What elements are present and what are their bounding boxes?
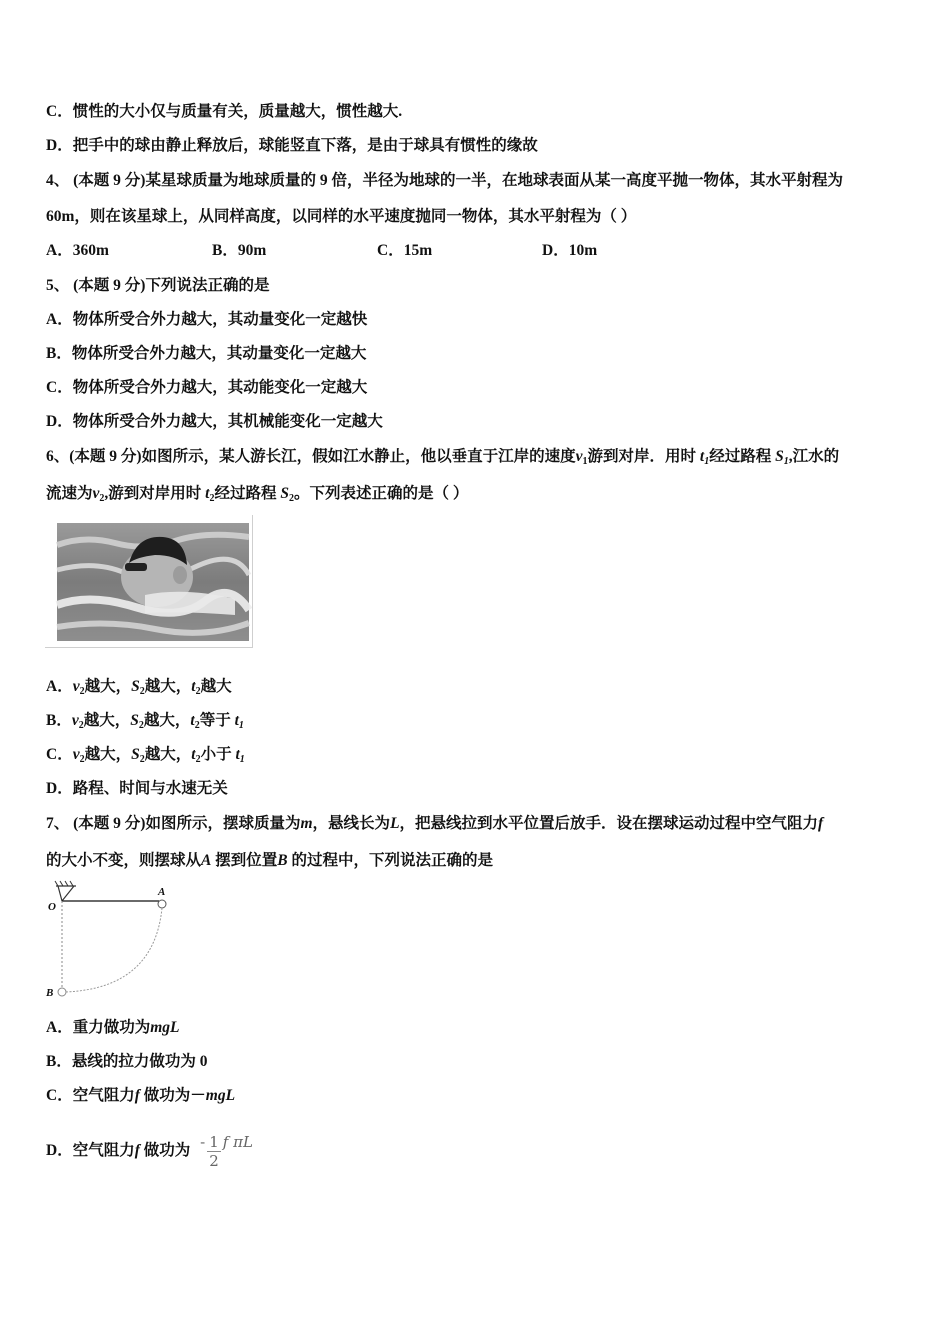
swimmer-photo bbox=[45, 515, 253, 648]
q6-option-c: C．$v_2$越大，$S_2$越大，$t_2$小于 $t_1$ bbox=[46, 746, 245, 765]
pendulum-svg bbox=[44, 880, 184, 1005]
q7-stem-line1: 7、 (本题 9 分)如图所示，摆球质量为m，悬线长为L，把悬线拉到水平位置后放手．设在摆球运动过程中空气阻力f bbox=[46, 815, 824, 832]
q5-option-b: B．物体所受合外力越大，其动量变化一定越大 bbox=[46, 345, 367, 362]
q4-stem-line2 bbox=[46, 207, 636, 227]
swimmer-image bbox=[45, 515, 252, 647]
q3-option-c bbox=[46, 102, 402, 122]
q6-option-b: B．$v_2$越大，$S_2$越大，$t_2$等于 $t_1$ bbox=[46, 712, 244, 731]
fraction-one-half: $\frac{1}{2}$ bbox=[209, 1132, 219, 1170]
q7-option-d: D．空气阻力f 做功为 - $\frac{1}{2}$ f πL bbox=[46, 1132, 253, 1170]
svg-text:A: A bbox=[158, 886, 166, 898]
question-score: (本题 9 分) bbox=[69, 448, 142, 465]
pendulum-diagram bbox=[44, 880, 184, 1005]
question-text: 下列说法正确的是 bbox=[145, 277, 270, 294]
question-text: 60m，则在该星球上，从同样高度，以同样的水平速度抛同一物体，其水平射程为（ ） bbox=[46, 208, 637, 225]
q4-stem-line1 bbox=[46, 171, 843, 191]
q4-option-b: B．90m bbox=[212, 242, 267, 259]
question-text: 某星球质量为地球质量的 9 倍，半径为地球的一半，在地球表面从某一高度平抛一物体，其水平射程为 bbox=[145, 172, 843, 189]
q7-option-c: C．空气阻力f 做功为－mgL bbox=[46, 1087, 236, 1104]
q7-option-b: B．悬线的拉力做功为 0 bbox=[46, 1053, 208, 1070]
q4-option-a: A．360m bbox=[46, 242, 109, 259]
q7-stem-line2: 的大小不变，则摆球从A 摆到位置B 的过程中，下列说法正确的是 bbox=[46, 852, 493, 869]
q5-option-c: C．物体所受合外力越大，其动能变化一定越大 bbox=[46, 379, 368, 396]
q6-stem-line1: 6、(本题 9 分)如图所示，某人游长江，假如江水静止，他以垂直于江岸的速度$v_1$游到对岸．用时 $t_1$经过路程 $S_1$,江水的 bbox=[46, 448, 840, 467]
q5-stem bbox=[46, 276, 269, 296]
svg-text:B: B bbox=[46, 987, 54, 999]
q6-stem-line2: 流速为$v_2$,游到对岸用时 $t_2$经过路程 $S_2$。下列表述正确的是（ ） bbox=[46, 485, 469, 504]
q3-option-d bbox=[46, 136, 538, 156]
q5-option-a: A．物体所受合外力越大，其动量变化一定越快 bbox=[46, 311, 368, 328]
question-number: 4、 bbox=[46, 172, 70, 189]
option-label: C． bbox=[46, 103, 73, 120]
question-number: 7、 bbox=[46, 815, 70, 832]
option-label: D． bbox=[46, 137, 73, 154]
q6-option-d: D．路程、时间与水速无关 bbox=[46, 780, 228, 797]
question-score: (本题 9 分) bbox=[73, 172, 146, 189]
q6-option-a: A．$v_2$越大，$S_2$越大，$t_2$越大 bbox=[46, 678, 232, 697]
question-score: (本题 9 分) bbox=[73, 815, 146, 832]
q4-option-c: C．15m bbox=[377, 242, 433, 259]
question-number: 6、 bbox=[46, 448, 70, 465]
question-number: 5、 bbox=[46, 277, 70, 294]
q7-option-a: A．重力做功为mgL bbox=[46, 1019, 180, 1036]
q4-option-d: D．10m bbox=[542, 242, 598, 259]
svg-text:O: O bbox=[48, 901, 56, 913]
option-text: 惯性的大小仅与质量有关，质量越大，惯性越大. bbox=[72, 103, 403, 120]
option-text: 把手中的球由静止释放后，球能竖直下落，是由于球具有惯性的缘故 bbox=[72, 137, 538, 154]
q5-option-d: D．物体所受合外力越大，其机械能变化一定越大 bbox=[46, 413, 383, 430]
question-score: (本题 9 分) bbox=[73, 277, 146, 294]
